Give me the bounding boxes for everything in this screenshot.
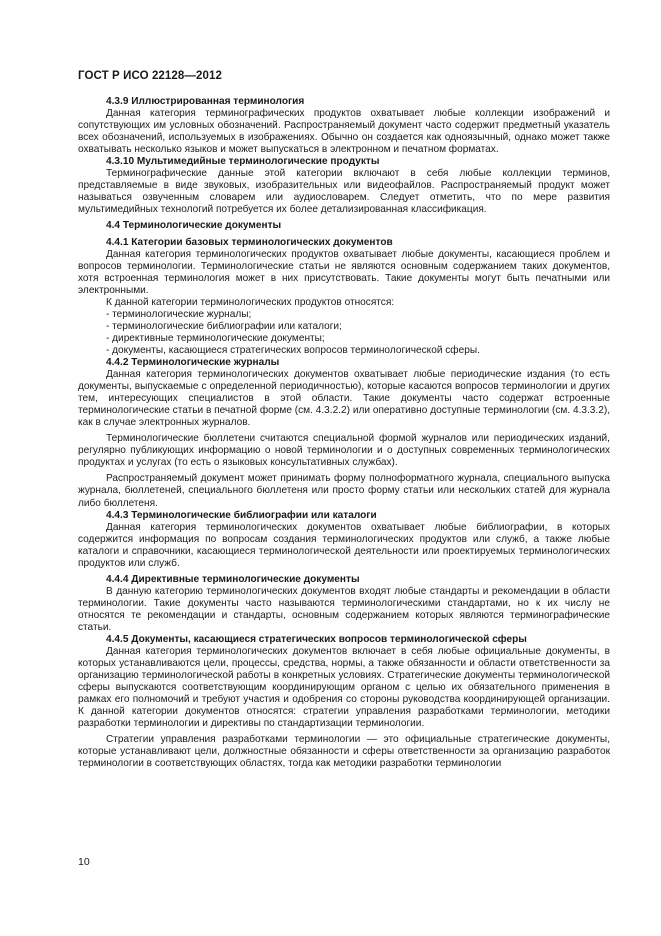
paragraph: Данная категория терминологических документов охватывает любые библиографии, в которых содержится информация по вопросам создания терминологических продуктов или служб, а также любые каталоги и справочники, касающиеся терминологической деятельности или проектируемых терминологических продуктов или служб.	[78, 521, 610, 569]
section-heading: 4.3.9 Иллюстрированная терминология	[106, 96, 305, 107]
paragraph: Терминографические данные этой категории включают в себя любые коллекции терминов, представляемые в виде звуковых, изобразительных или видеофайлов. Распространяемый продукт может называться озвученным словарем или аудиословарем. Следует отметить, что по мере развития мультимедийных технологий потребуется их более детализированная классификация.	[78, 168, 610, 216]
paragraph: В данную категорию терминологических документов входят любые стандарты и рекомендации в области терминологии. Такие документы часто называются терминологическими стандартами, но к их числу не относятся те рекомендации и стандарты, основным содержанием которых являются терминографические статьи.	[78, 585, 610, 633]
section-heading: 4.3.10 Мультимедийные терминологические продукты	[106, 156, 380, 168]
paragraph: К данной категории терминологических продуктов относятся:	[106, 296, 395, 308]
paragraph: Данная категория терминологических документов охватывает любые периодические издания (то есть документы, выпускаемые с определенной периодичностью), которые касаются вопросов терминологии и других тем, интересующих специалистов в этой области. Такие документы часто содержат встроенные терминологические статьи в печатной форме (см. 4.3.2.2) или оперативно доступные терминологии (см. 4.3.3.2), как в случае электронных журналов.	[78, 369, 610, 429]
section-heading: 4.4.5 Документы, касающиеся стратегических вопросов терминологической сферы	[106, 634, 527, 646]
list-item: - документы, касающиеся стратегических вопросов терминологической сферы.	[106, 344, 480, 356]
paragraph: Данная категория терминологических документов включает в себя любые официальные документы, в которых устанавливаются цели, процессы, средства, нормы, а также обязанности и области ответственности за организацию терминологической работы в конкретных условиях. Стратегические документы терминологической сферы выпускаются соответствующим координирующим органом с целью их обязательного применения в рамках его полномочий и требуют участия и одобрения со стороны руководства координирующей организации. К данной категории документов относятся: стратегии управления разработками терминологии, методики разработки терминологии и директивы по стандартизации терминологии.	[78, 646, 610, 730]
paragraph: Терминологические бюллетени считаются специальной формой журналов или периодических изданий, регулярно публикующих информацию о новой терминологии и о доступных современных терминологических продуктах и услугах (то есть о языковых консультативных службах).	[78, 433, 610, 469]
paragraph: Данная категория терминографических продуктов охватывает любые коллекции изображений и сопутствующих им условных обозначений. Распространяемый документ часто содержит предметный указатель всех обозначений, используемых в изображениях. Обычно он создается как одноязычный, однако может также охватывать несколько языков и может выпускаться в электронном и печатном форматах.	[78, 108, 610, 156]
paragraph: Стратегии управления разработками терминологии — это официальные стратегические документы, которые устанавливают цели, должностные обязанности и сферы ответственности за организацию разработок терминологии в соответствующих областях, тогда как методики разработки терминологии	[78, 734, 610, 770]
page-body	[78, 96, 610, 771]
list-item: - терминологические журналы;	[106, 308, 252, 320]
section-heading: 4.4.3 Терминологические библиографии или каталоги	[106, 509, 377, 521]
list-item: - директивные терминологические документы;	[106, 332, 325, 344]
paragraph: Распространяемый документ может принимать форму полноформатного журнала, специального выпуска журнала, бюллетеней, специального бюллетеня или просто форму статьи или нескольких статей для журнала либо бюллетеня.	[78, 473, 610, 509]
page-number: 10	[78, 856, 90, 868]
section-heading: 4.4 Терминологические документы	[106, 220, 282, 232]
document-header: ГОСТ Р ИСО 22128—2012	[78, 70, 223, 82]
section-heading: 4.4.2 Терминологические журналы	[106, 356, 280, 368]
list-item: - терминологические библиографии или каталоги;	[106, 320, 342, 332]
section-heading: 4.4.4 Директивные терминологические документы	[106, 573, 360, 585]
paragraph: Данная категория терминологических продуктов охватывает любые документы, касающиеся проблем и вопросов терминологии. Терминологические статьи не являются основным содержанием таких документов, хотя встроенная терминология может в них присутствовать. Такие документы могут быть печатными или электронными.	[78, 248, 610, 296]
section-heading: 4.4.1 Категории базовых терминологических документов	[106, 236, 393, 248]
